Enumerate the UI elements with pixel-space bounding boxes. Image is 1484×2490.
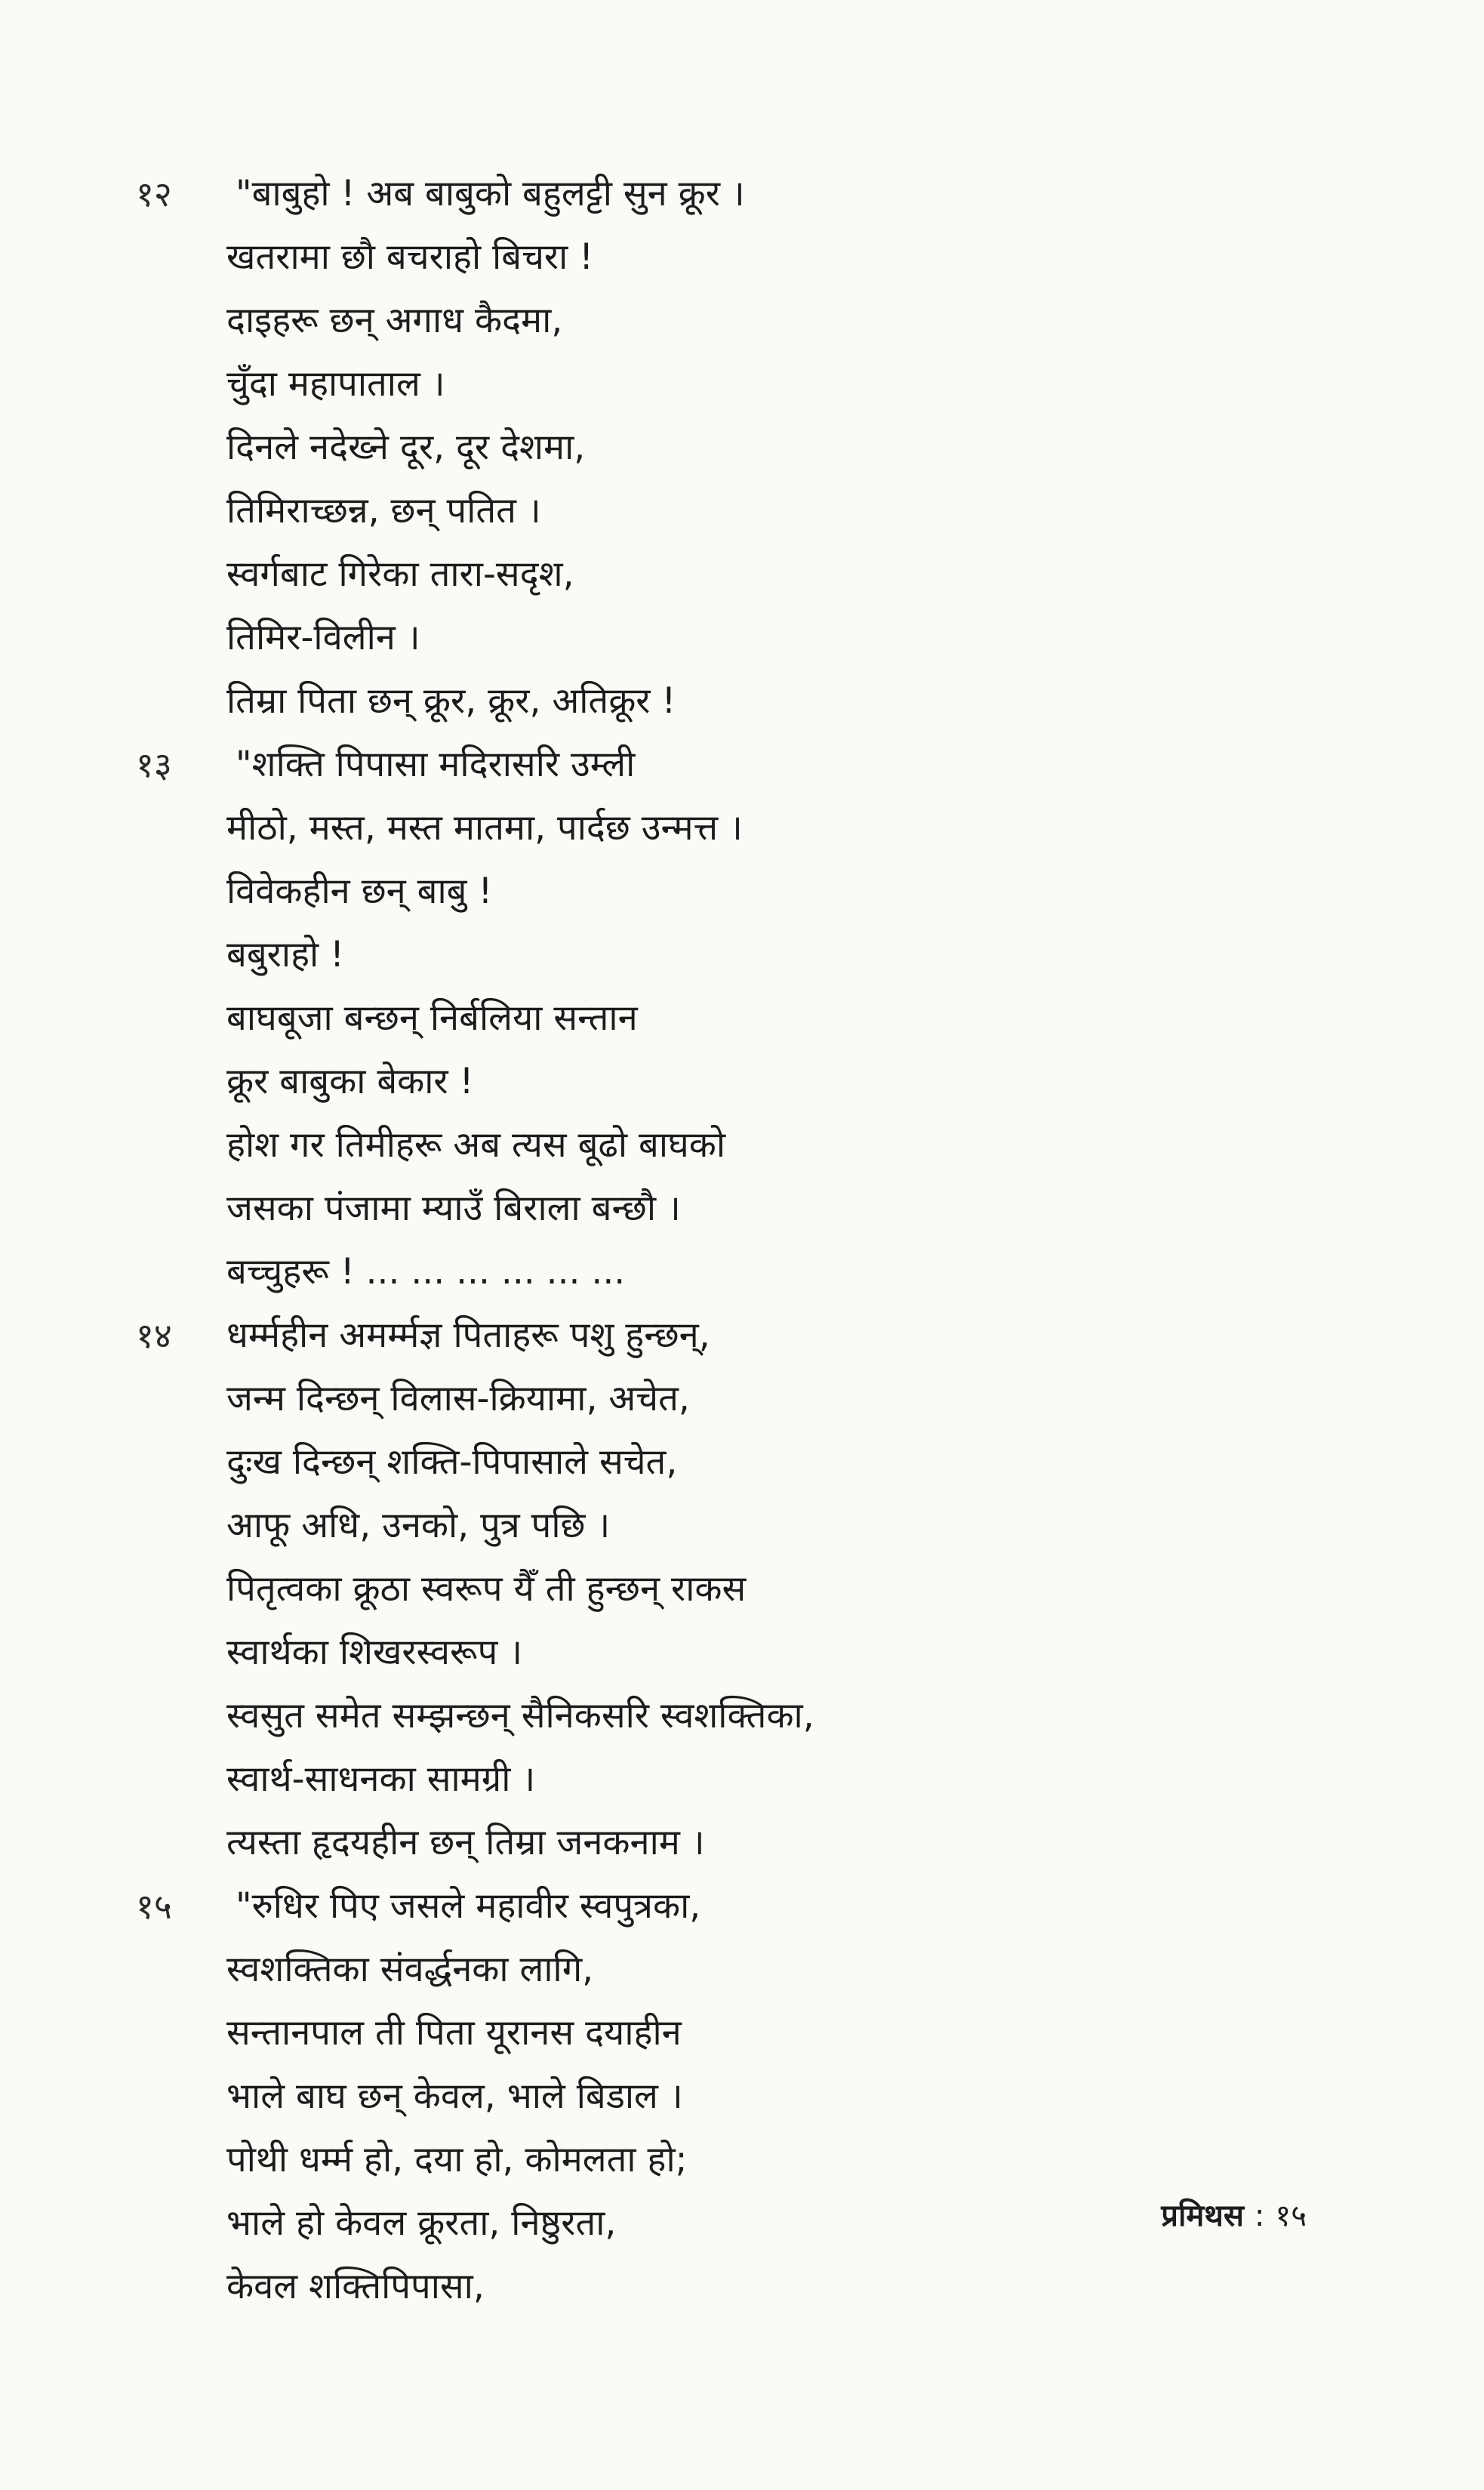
poem-line: पोथी धर्म्म हो, दया हो, कोमलता हो; <box>226 2139 688 2180</box>
stanza-number: १४ <box>136 1315 172 1356</box>
poem-line: दिनले नदेख्ने दूर, दूर देशमा, <box>226 427 586 468</box>
poem-line: तिमिराच्छन्न, छन् पतित । <box>226 490 541 532</box>
poem-line: स्वर्गबाट गिरेका तारा-सदृश, <box>226 553 574 595</box>
stanza-number: १५ <box>136 1886 172 1927</box>
stanza-14 <box>136 1304 1313 1875</box>
stanza-12 <box>136 162 1313 733</box>
poem-line: बबुराहो ! <box>226 934 344 975</box>
poem-line: मीठो, मस्त, मस्त मातमा, पार्दछ उन्मत्त । <box>226 807 743 849</box>
poem-line: दुःख दिन्छन् शक्ति-पिपासाले सचेत, <box>226 1441 678 1483</box>
poem-line: चुँदा महापाताल । <box>226 363 445 405</box>
poem-line: तिम्रा पिता छन् क्रूर, क्रूर, अतिक्रूर ! <box>226 680 676 722</box>
poem-line: आफू अधि, उनको, पुत्र पछि । <box>226 1505 611 1546</box>
stanza-15 <box>136 1875 1313 2319</box>
poem-line: त्यस्ता हृदयहीन छन् तिम्रा जनकनाम । <box>226 1822 705 1863</box>
page-footer <box>1161 2193 1307 2235</box>
stanza-13 <box>136 733 1313 1304</box>
poem-line: "बाबुहो ! अब बाबुको बहुलट्टी सुन क्रूर । <box>236 173 745 214</box>
page-number: १५ <box>1275 2199 1307 2233</box>
stanza-number: १३ <box>136 744 172 785</box>
book-title: प्रमिथस <box>1161 2199 1244 2233</box>
poem-line: "शक्ति पिपासा मदिरासरि उम्ली <box>236 744 636 785</box>
footer-separator: : <box>1254 2199 1265 2233</box>
poem-line: बच्चुहरू ! ... ... ... ... ... ... <box>226 1251 626 1293</box>
poem-line: सन्तानपाल ती पिता यूरानस दयाहीन <box>226 2012 682 2054</box>
poem-line: स्वार्थ-साधनका सामग्री । <box>226 1758 536 1800</box>
poem-line: धर्म्महीन अमर्म्मज्ञ पिताहरू पशु हुन्छन्, <box>226 1314 710 1356</box>
poem-line: स्वार्थका शिखरस्वरूप । <box>226 1632 523 1673</box>
poem-line: बाघबूजा बन्छन् निर्बलिया सन्तान <box>226 997 638 1039</box>
poem-line: क्रूर बाबुका बेकार ! <box>226 1061 474 1102</box>
stanza-number: १२ <box>136 174 172 214</box>
poem-line: खतरामा छौ बचराहो बिचरा ! <box>226 236 594 278</box>
poem-line: भाले हो केवल क्रूरता, निष्ठुरता, <box>226 2202 617 2244</box>
poem-body <box>136 162 1313 2319</box>
poem-line: "रुधिर पिए जसले महावीर स्वपुत्रका, <box>236 1885 701 1927</box>
poem-line: विवेकहीन छन् बाबु ! <box>226 871 493 912</box>
poem-line: केवल शक्तिपिपासा, <box>226 2266 485 2307</box>
poem-line: दाइहरू छन् अगाध कैदमा, <box>226 300 563 341</box>
poem-line: जसका पंजामा म्याउँ बिराला बन्छौ । <box>226 1188 681 1229</box>
poem-line: तिमिर-विलीन । <box>226 617 420 658</box>
poem-line: स्वसुत समेत सम्झन्छन् सैनिकसरि स्वशक्तिका, <box>226 1695 814 1737</box>
poem-line: भाले बाघ छन् केवल, भाले बिडाल । <box>226 2076 683 2117</box>
poem-line: स्वशक्तिका संवर्द्धनका लागि, <box>226 1949 594 1990</box>
poem-line: पितृत्वका क्रूठा स्वरूप यैँ ती हुन्छन् राकस <box>226 1568 747 1610</box>
poem-line: जन्म दिन्छन् विलास-क्रियामा, अचेत, <box>226 1378 690 1419</box>
poem-line: होश गर तिमीहरू अब त्यस बूढो बाघको <box>226 1124 726 1166</box>
